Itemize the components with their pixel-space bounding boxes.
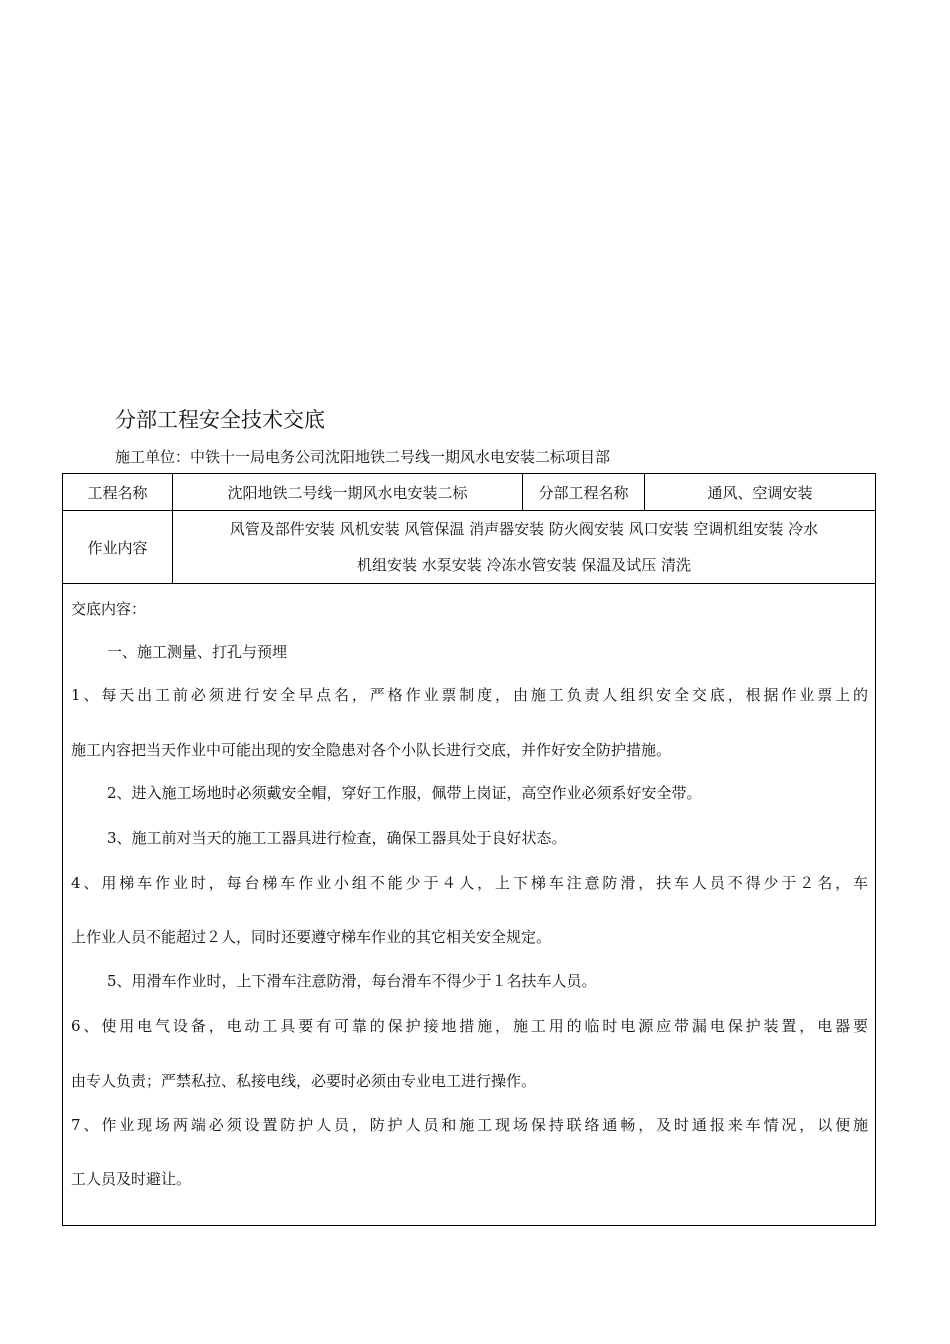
paragraph-line: 1、每天出工前必须进行安全早点名，严格作业票制度，由施工负责人组织安全交底，根据作业票上的: [71, 686, 868, 704]
paragraph-line: 工人员及时避让。: [71, 1170, 192, 1188]
project-name-value: 沈阳地铁二号线一期风水电安装二标: [173, 474, 523, 511]
sub-project-value: 通风、空调安装: [645, 474, 876, 511]
sub-project-label: 分部工程名称: [523, 474, 645, 511]
paragraph-line: 3、施工前对当天的施工工器具进行检查，确保工器具处于良好状态。: [107, 829, 567, 847]
disclosure-body: [63, 584, 876, 1226]
paragraph-line: 7、作业现场两端必须设置防护人员，防护人员和施工现场保持联络通畅，及时通报来车情况，以便施: [71, 1116, 868, 1134]
work-content-line: 机组安装 水泵安装 冷冻水管安装 保温及试压 清洗: [356, 556, 692, 574]
disclosure-body-row: [63, 584, 876, 1226]
project-row: [63, 474, 876, 511]
disclosure-heading: 交底内容：: [71, 600, 147, 618]
project-name-label: 工程名称: [63, 474, 173, 511]
document-title: 分部工程安全技术交底: [115, 408, 325, 432]
disclosure-form-table: [62, 473, 876, 1226]
paragraph-line: 4、用梯车作业时，每台梯车作业小组不能少于４人，上下梯车注意防滑，扶车人员不得少于２名，车: [71, 874, 868, 892]
paragraph-line: 2、进入施工场地时必须戴安全帽，穿好工作服，佩带上岗证，高空作业必须系好安全带。: [107, 784, 702, 802]
construction-unit: 施工单位：中铁十一局电务公司沈阳地铁二号线一期风水电安装二标项目部: [115, 448, 611, 466]
work-content-line: 风管及部件安装 风机安装 风管保温 消声器安装 防火阀安装 风口安装 空调机组安装 冷水: [229, 520, 819, 538]
paragraph-line: 6、使用电气设备，电动工具要有可靠的保护接地措施，施工用的临时电源应带漏电保护装置，电器要: [71, 1017, 868, 1035]
paragraph-line: 上作业人员不能超过２人，同时还要遵守梯车作业的其它相关安全规定。: [71, 928, 552, 946]
work-content-value: [173, 511, 876, 584]
paragraph-line: 施工内容把当天作业中可能出现的安全隐患对各个小队长进行交底，并作好安全防护措施。: [71, 741, 672, 759]
paragraph-line: 5、用滑车作业时，上下滑车注意防滑，每台滑车不得少于１名扶车人员。: [107, 972, 597, 990]
section-heading: 一、施工测量、打孔与预埋: [107, 643, 288, 661]
paragraph-line: 由专人负责；严禁私拉、私接电线，必要时必须由专业电工进行操作。: [71, 1072, 537, 1090]
work-content-label: 作业内容: [63, 511, 173, 584]
work-content-row: [63, 511, 876, 584]
